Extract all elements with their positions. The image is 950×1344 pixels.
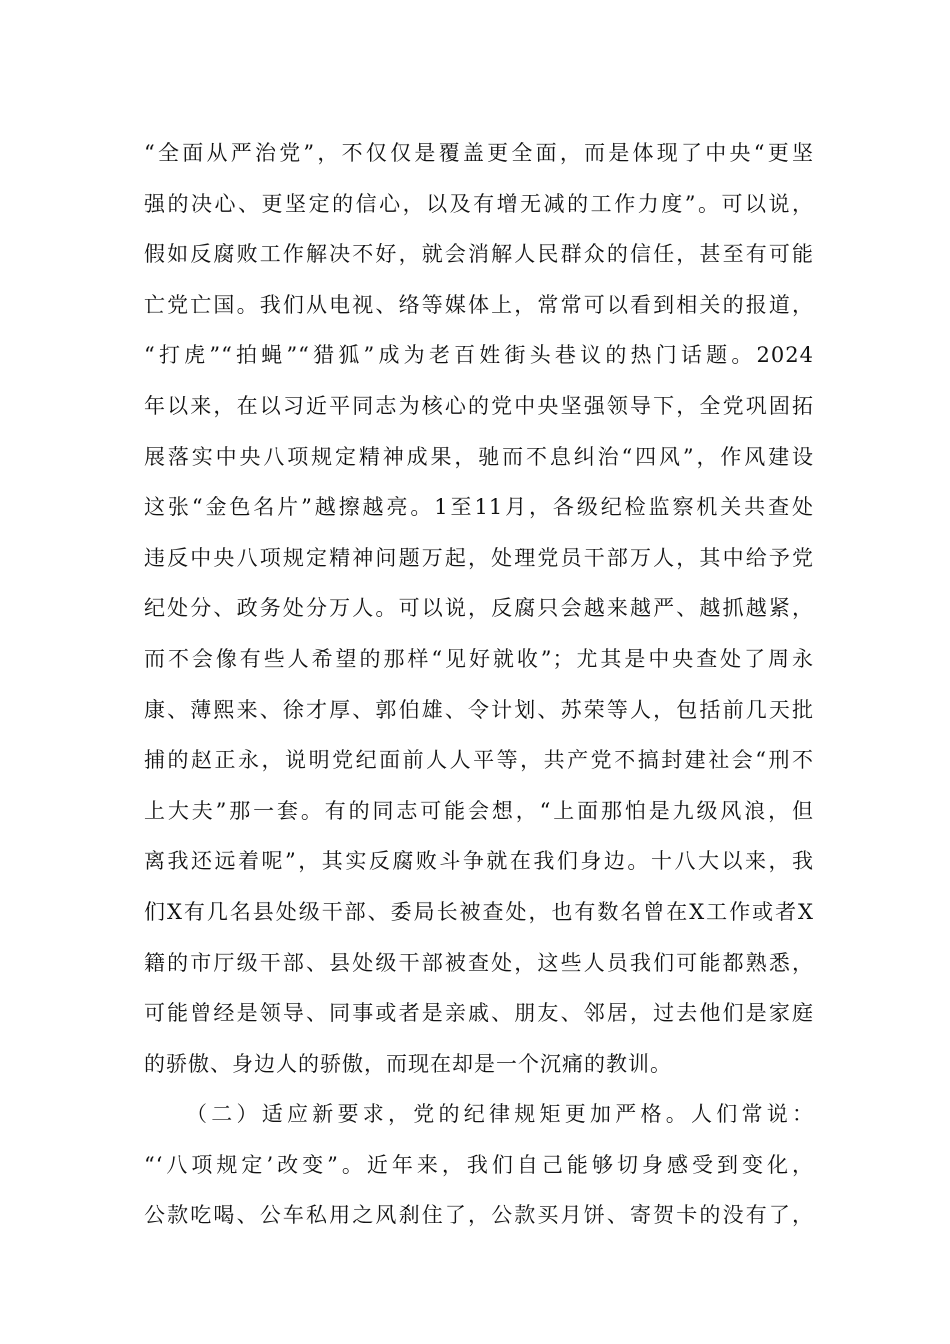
text-line: 籍的市厅级干部、县处级干部被查处，这些人员我们可能都熟悉， — [144, 950, 814, 975]
text-line: 违反中央八项规定精神问题万起，处理党员干部万人，其中给予党 — [144, 545, 814, 570]
text-line: 离我还远着呢”，其实反腐败斗争就在我们身边。十八大以来，我 — [144, 849, 814, 874]
text-line: 可能曾经是领导、同事或者是亲戚、朋友、邻居，过去他们是家庭 — [144, 1001, 814, 1026]
text-line: 公款吃喝、公车私用之风刹住了，公款买月饼、寄贺卡的没有了， — [144, 1203, 814, 1228]
text-line: 捕的赵正永，说明党纪面前人人平等，共产党不搞封建社会“刑不 — [144, 748, 814, 773]
text-line: “打虎”“拍蝇”“猎狐”成为老百姓街头巷议的热门话题。2024 — [144, 343, 814, 368]
text-line: 假如反腐败工作解决不好，就会消解人民群众的信任，甚至有可能 — [144, 242, 814, 267]
text-line: “‘八项规定’改变”。近年来，我们自己能够切身感受到变化， — [144, 1152, 814, 1177]
text-line: 上大夫”那一套。有的同志可能会想，“上面那怕是九级风浪，但 — [144, 798, 814, 823]
text-line: 康、薄熙来、徐才厚、郭伯雄、令计划、苏荣等人，包括前几天批 — [144, 697, 814, 722]
text-line: 展落实中央八项规定精神成果，驰而不息纠治“四风”，作风建设 — [144, 444, 814, 469]
text-line: 这张“金色名片”越擦越亮。1至11月，各级纪检监察机关共查处 — [144, 495, 814, 520]
section-heading-line: （二）适应新要求，党的纪律规矩更加严格。人们常说： — [186, 1102, 814, 1127]
text-line: 年以来，在以习近平同志为核心的党中央坚强领导下，全党巩固拓 — [144, 393, 814, 418]
text-line: 而不会像有些人希望的那样“见好就收”；尤其是中央查处了周永 — [144, 646, 814, 671]
text-line: 亡党亡国。我们从电视、络等媒体上，常常可以看到相关的报道， — [144, 292, 814, 317]
text-line: “全面从严治党”，不仅仅是覆盖更全面，而是体现了中央“更坚 — [144, 141, 814, 165]
text-line: 们X有几名县处级干部、委局长被查处，也有数名曾在X工作或者X — [144, 899, 814, 924]
text-line: 纪处分、政务处分万人。可以说，反腐只会越来越严、越抓越紧， — [144, 596, 814, 621]
text-line: 强的决心、更坚定的信心，以及有增无减的工作力度”。可以说， — [144, 191, 814, 216]
body-text — [144, 128, 814, 1241]
paragraph-end-line: 的骄傲、身边人的骄傲，而现在却是一个沉痛的教训。 — [144, 1051, 672, 1076]
